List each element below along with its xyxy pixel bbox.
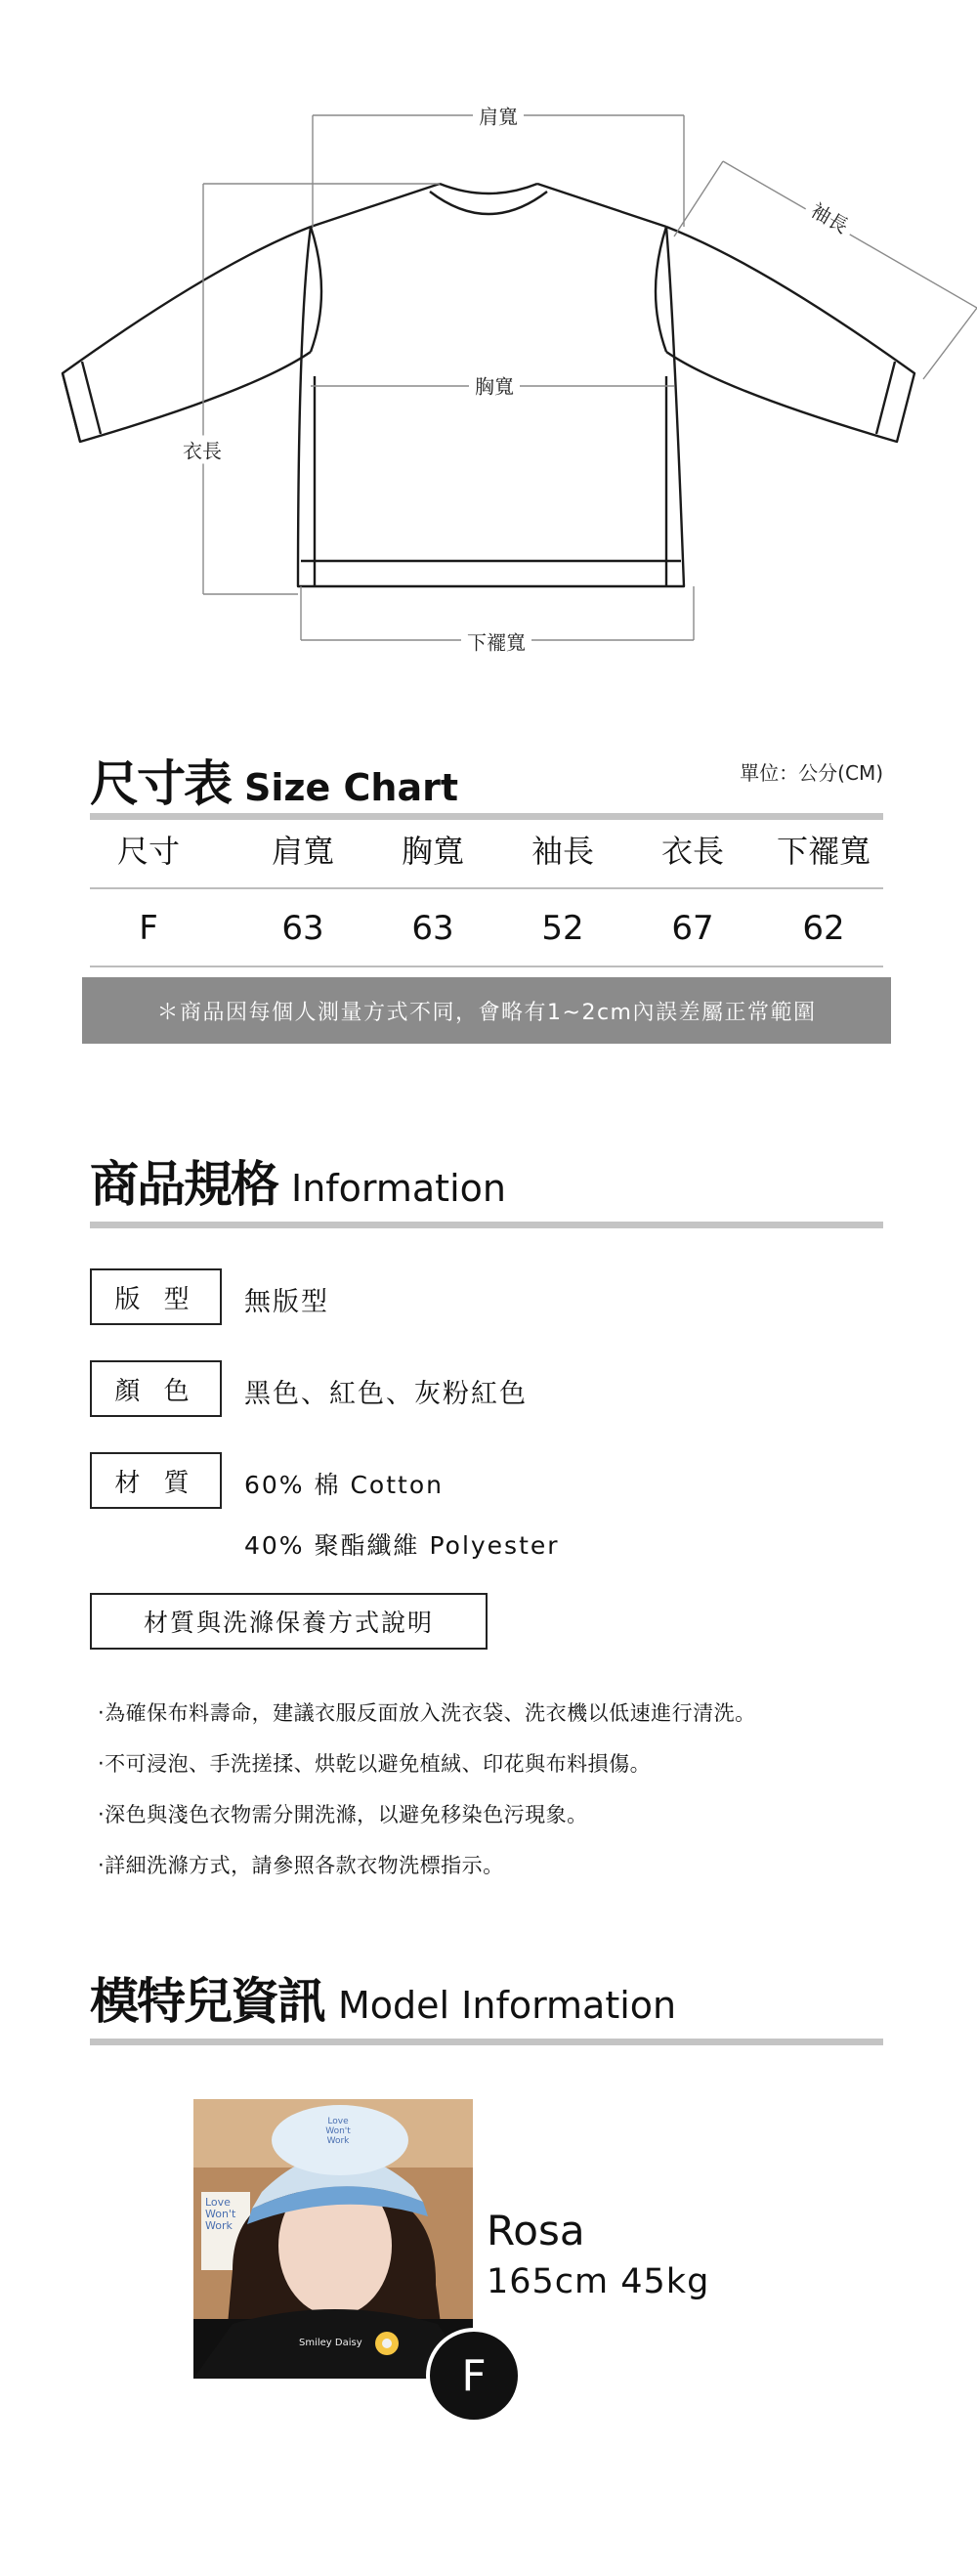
information-rule	[90, 1222, 883, 1228]
header-sleeve: 袖長	[531, 833, 594, 870]
information-title	[90, 1145, 506, 1216]
cell-chest: 63	[411, 909, 454, 948]
hem-width-label: 下襬寬	[461, 627, 531, 656]
cell-length: 67	[671, 909, 714, 948]
table-bottom-rule	[90, 966, 883, 967]
model-size-badge: F	[426, 2328, 522, 2424]
table-divider	[90, 887, 883, 889]
sweatshirt-outline-drawing	[0, 0, 977, 665]
cell-hem: 62	[802, 909, 845, 948]
information-title-zh: 商品規格	[90, 1156, 277, 1213]
care-item-1: ‧為確保布料壽命，建議衣服反面放入洗衣袋、洗衣機以低速進行清洗。	[98, 1701, 756, 1725]
sleeve-length-label: 袖長	[801, 192, 860, 241]
header-length: 衣長	[660, 833, 724, 870]
model-photo	[193, 2099, 473, 2379]
model-name: Rosa	[487, 2207, 585, 2254]
cell-shoulder: 63	[281, 909, 324, 948]
shirt-print: Smiley Daisy	[299, 2338, 362, 2348]
care-item-2: ‧不可浸泡、手洗搓揉、烘乾以避免植絨、印花與布料損傷。	[98, 1752, 652, 1776]
cell-size: F	[139, 909, 158, 948]
size-chart-title-en: Size Chart	[244, 766, 459, 809]
garment-measurement-diagram	[0, 0, 977, 665]
spec-value-material-2: 40% 聚酯纖維 Polyester	[244, 1531, 560, 1560]
model-title-zh: 模特兒資訊	[90, 1973, 324, 2030]
body-length-label: 衣長	[177, 436, 228, 464]
header-chest: 胸寬	[401, 833, 464, 870]
care-item-4: ‧詳細洗滌方式，請參照各款衣物洗標指示。	[98, 1854, 504, 1877]
spec-label-material: 材 質	[90, 1452, 222, 1509]
spec-value-material-1: 60% 棉 Cotton	[244, 1471, 444, 1499]
header-hem: 下襬寬	[776, 833, 871, 870]
sign-print: Love Won't Work	[205, 2196, 236, 2232]
size-chart-rule	[90, 813, 883, 820]
shoulder-width-label: 肩寬	[473, 102, 524, 130]
model-title-en: Model Information	[338, 1984, 677, 2027]
spec-value-color: 黑色、紅色、灰粉紅色	[244, 1379, 528, 1409]
model-rule	[90, 2039, 883, 2045]
care-item-3: ‧深色與淺色衣物需分開洗滌，以避免移染色污現象。	[98, 1803, 588, 1826]
spec-label-color: 顏 色	[90, 1360, 222, 1417]
size-chart-title	[90, 745, 458, 815]
care-instructions-heading: 材質與洗滌保養方式說明	[90, 1593, 488, 1650]
information-title-en: Information	[291, 1167, 506, 1210]
model-stats: 165cm 45kg	[487, 2262, 710, 2301]
size-chart-title-zh: 尺寸表	[90, 755, 231, 812]
header-size: 尺寸	[116, 833, 180, 870]
measurement-note: ＊商品因每個人測量方式不同，會略有1~2cm內誤差屬正常範圍	[82, 977, 891, 1044]
chest-width-label: 胸寬	[469, 371, 520, 400]
cell-sleeve: 52	[541, 909, 584, 948]
size-chart-unit: 單位：公分(CM)	[740, 761, 883, 785]
header-shoulder: 肩寬	[271, 833, 334, 870]
spec-value-fit: 無版型	[244, 1287, 329, 1317]
spec-label-fit: 版 型	[90, 1268, 222, 1325]
model-title	[90, 1962, 676, 2033]
cap-print: Love Won't Work	[325, 2117, 351, 2146]
